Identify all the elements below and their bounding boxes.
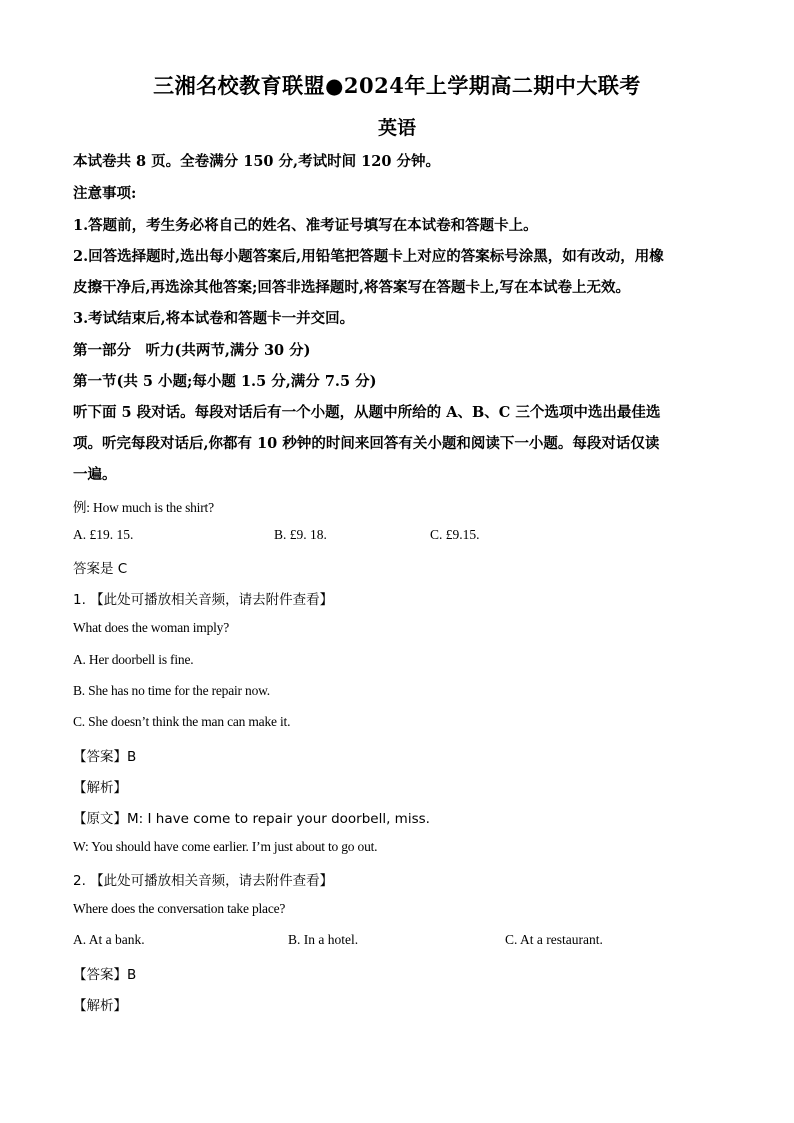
q2-answer: 【答案】B — [73, 967, 137, 983]
q1-heading: 1. 【此处可播放相关音频，请去附件查看】 — [73, 592, 334, 608]
part-1-title: 第一部分 听力(共两节,满分 30 分) — [73, 342, 311, 359]
notice-item-2-line-2: 皮擦干净后,再选涂其他答案;回答非选择题时,将答案写在答题卡上,写在本试卷上无效。 — [73, 279, 630, 296]
exam-subject: 英语 — [377, 117, 416, 139]
q2-option-a: A. At a bank. — [73, 932, 145, 947]
notice-item-3: 3.考试结束后,将本试卷和答题卡一并交回。 — [73, 310, 355, 327]
q1-option-c: C. She doesn’t think the man can make it. — [73, 714, 291, 729]
q2-analysis-label: 【解析】 — [73, 998, 127, 1014]
instructions-line-3: 一遍。 — [73, 466, 117, 483]
q2-heading: 2. 【此处可播放相关音频，请去附件查看】 — [73, 873, 334, 889]
instructions-line-2: 项。听完每段对话后,你都有 10 秒钟的时间来回答有关小题和阅读下一小题。每段对话仅读 — [73, 435, 660, 452]
notice-title: 注意事项: — [73, 185, 137, 202]
exam-info: 本试卷共 8 页。全卷满分 150 分,考试时间 120 分钟。 — [73, 153, 440, 170]
q2-question: Where does the conversation take place? — [73, 901, 286, 916]
example-option-c: C. £9.15. — [430, 527, 480, 542]
q1-option-a: A. Her doorbell is fine. — [73, 652, 194, 667]
q1-analysis-label: 【解析】 — [73, 780, 127, 796]
section-1-title: 第一节(共 5 小题;每小题 1.5 分,满分 7.5 分) — [73, 373, 377, 390]
example-option-b: B. £9. 18. — [274, 527, 327, 542]
example-option-a: A. £19. 15. — [73, 527, 134, 542]
q1-question: What does the woman imply? — [73, 620, 230, 635]
example-question: 例: How much is the shirt? — [73, 500, 214, 515]
q1-option-b: B. She has no time for the repair now. — [73, 683, 270, 698]
notice-item-2-line-1: 2.回答选择题时,选出每小题答案后,用铅笔把答题卡上对应的答案标号涂黑，如有改动，用橡 — [73, 248, 664, 265]
q1-transcript-line-2: W: You should have come earlier. I’m just about to go out. — [73, 839, 378, 854]
instructions-line-1: 听下面 5 段对话。每段对话后有一个小题，从题中所给的 A、B、C 三个选项中选出最佳选 — [73, 404, 661, 421]
notice-item-1: 1.答题前，考生务必将自己的姓名、准考证号填写在本试卷和答题卡上。 — [73, 217, 538, 234]
example-answer: 答案是 C — [73, 561, 128, 577]
q2-option-b: B. In a hotel. — [288, 932, 359, 947]
exam-title: 三湘名校教育联盟●2024年上学期高二期中大联考 — [153, 73, 641, 98]
q2-option-c: C. At a restaurant. — [505, 932, 603, 947]
q1-transcript-line-1: 【原文】M: I have come to repair your doorbell, miss. — [73, 811, 430, 827]
q1-answer: 【答案】B — [73, 749, 137, 765]
